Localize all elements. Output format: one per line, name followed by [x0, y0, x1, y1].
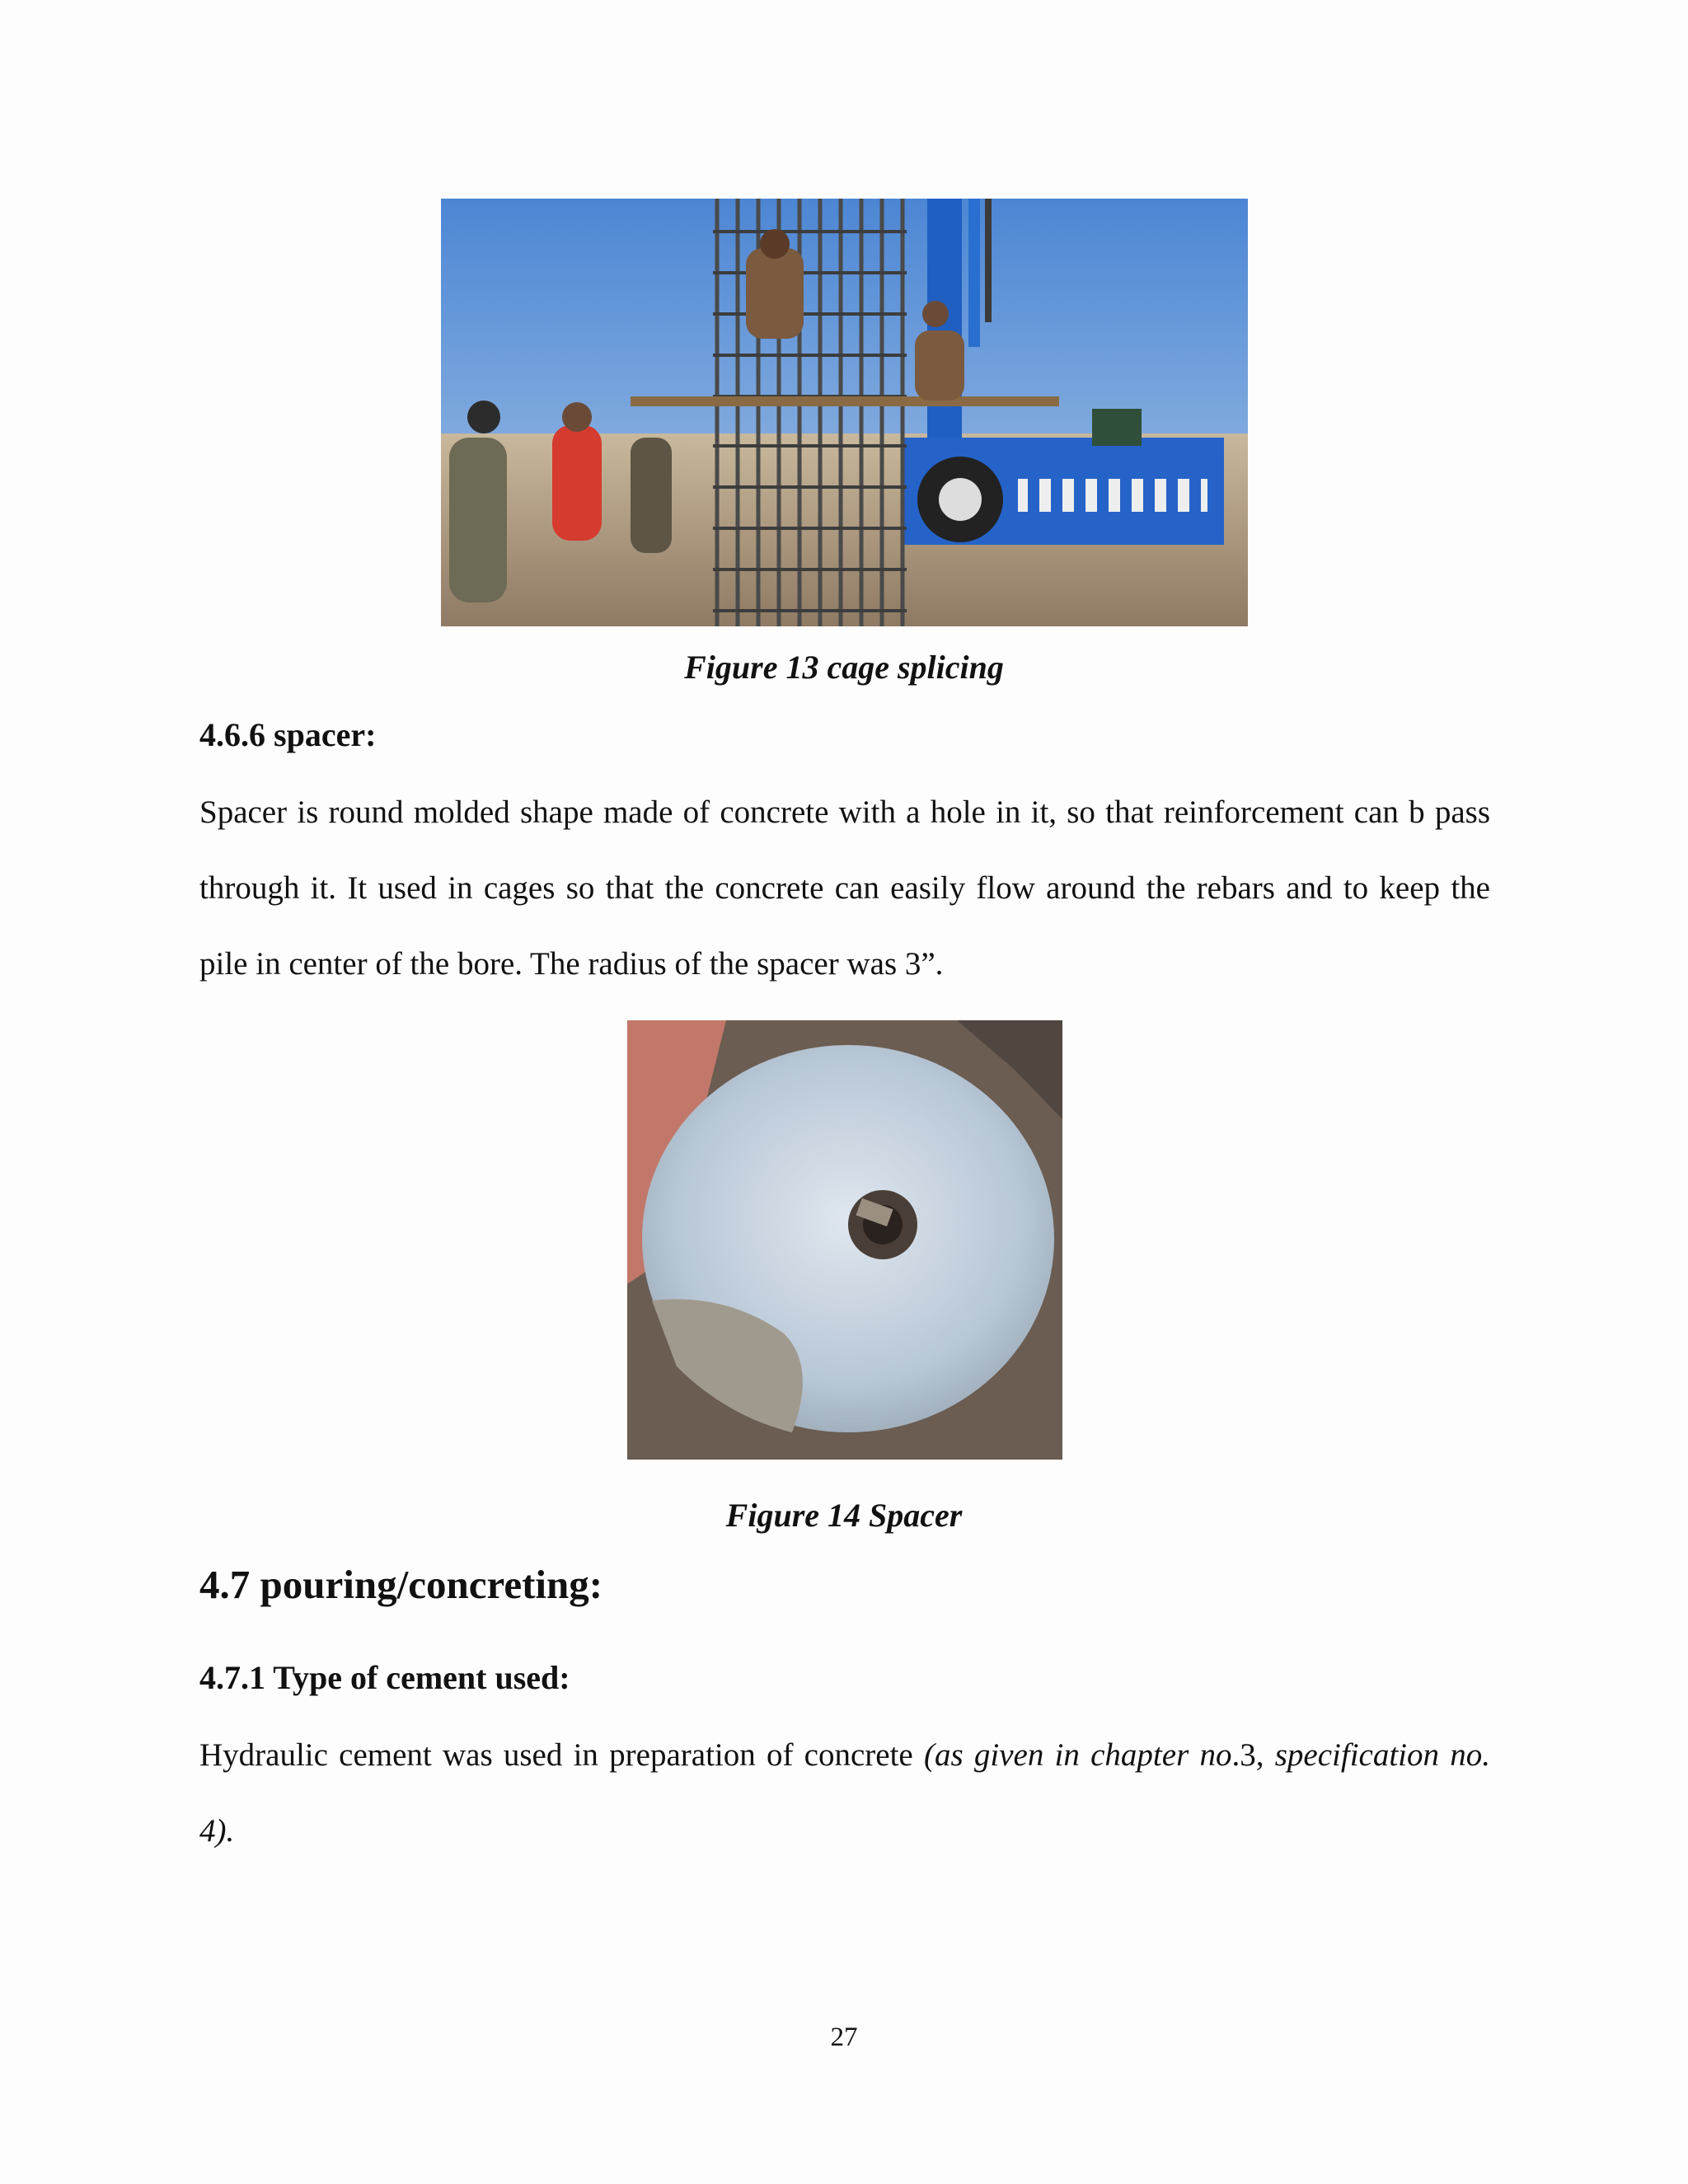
body-paragraph: Spacer is round molded shape made of concrete with a hole in it, so that reinforcement can b pass through it. It used in cages so that the concrete can easily flow around the rebars and to keep the pile in center of the bore. The radius of the spacer was 3”.: [199, 794, 1490, 982]
section-heading: 4.7 pouring/concreting:: [199, 1562, 603, 1607]
chapter-number: .3,: [1231, 1737, 1275, 1773]
subsection-heading: 4.7.1 Type of cement used:: [199, 1659, 570, 1696]
specification-reference: specification no. 4).: [199, 1737, 1490, 1849]
figure-caption: Figure 13 cage splicing: [684, 649, 1004, 686]
section-heading: 4.6.6 spacer:: [199, 716, 377, 753]
figure-caption: Figure 14 Spacer: [725, 1497, 963, 1534]
body-paragraph: [199, 1718, 1490, 1869]
chapter-reference: (as given in chapter no: [923, 1737, 1232, 1773]
paragraph-text: Hydraulic cement was used in preparation of concrete: [199, 1737, 924, 1773]
spacer-photo: [627, 1020, 1062, 1460]
page-number: 27: [830, 2022, 858, 2052]
cage-splicing-photo: [441, 199, 1248, 626]
